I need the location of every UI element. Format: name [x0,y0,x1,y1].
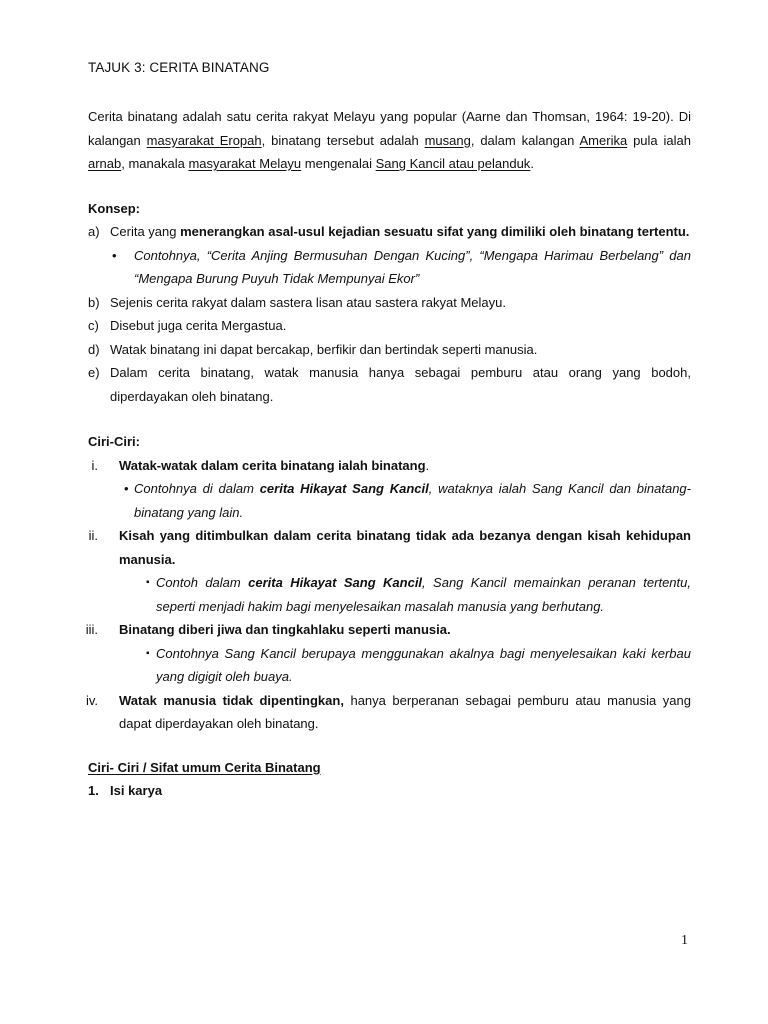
konsep-item-c: c) Disebut juga cerita Mergastua. [88,314,691,338]
list-marker: d) [88,341,100,357]
intro-paragraph: Cerita binatang adalah satu cerita rakyat Melayu yang popular (Aarne dan Thomsan, 1964: 19-20). Di kalangan masyarakat Eropah, binatang tersebut adalah musang, dalam kalangan Amerika pula ialah arnab, manakala masyarakat Melayu mengenalai Sang Kancil atau pelanduk. [88,109,691,171]
underlined-term: Amerika [579,132,628,148]
list-marker: i. [91,457,98,473]
ciri-item-ii: ii. Kisah yang ditimbulkan dalam cerita binatang tidak ada bezanya dengan kisah kehidupan manusia. [88,524,691,571]
sifat-item-1: 1. Isi karya [88,779,691,803]
list-marker: a) [88,224,100,239]
underlined-term: masyarakat Eropah [146,132,262,148]
konsep-heading: Konsep: [88,200,140,216]
konsep-item-b: b) Sejenis cerita rakyat dalam sastera lisan atau sastera rakyat Melayu. [88,291,691,315]
page-number: 1 [681,933,688,948]
sifat-heading: Ciri- Ciri / Sifat umum Cerita Binatang [88,759,321,775]
list-marker: iv. [85,692,98,708]
konsep-item-e: e) Dalam cerita binatang, watak manusia hanya sebagai pemburu atau orang yang bodoh, diperdayakan oleh binatang. [88,361,691,408]
list-marker: b) [88,294,100,310]
square-bullet-icon: ▪ [146,577,150,588]
ciri-item-i: i. Watak-watak dalam cerita binatang ialah binatang. [88,454,691,478]
underlined-term: musang [424,132,471,148]
list-marker: iii. [85,622,98,637]
list-marker: c) [88,318,99,333]
ciri-item-i-example: • Contohnya di dalam cerita Hikayat Sang Kancil, wataknya ialah Sang Kancil dan binatang-binatang yang lain. [88,477,691,524]
page-title: TAJUK 3: CERITA BINATANG [88,60,270,75]
square-bullet-icon: ▪ [146,647,150,659]
underlined-term: arnab [88,156,122,171]
list-marker: 1. [88,783,99,798]
ciri-item-iii-example: ▪ Contohnya Sang Kancil berupaya menggunakan akalnya bagi menyelesaikan kaki kerbau yang digigit oleh buaya. [88,642,691,689]
document-body [85,59,691,803]
konsep-item-a-example: • Contohnya, “Cerita Anjing Bermusuhan Dengan Kucing”, “Mengapa Harimau Berbelang” dan “Mengapa Burung Puyuh Tidak Mempunyai Ekor” [88,244,691,291]
underlined-term: masyarakat Melayu [188,156,302,171]
konsep-item-d: d) Watak binatang ini dapat bercakap, berfikir dan bertindak seperti manusia. [88,338,691,362]
konsep-item-a: a) Cerita yang menerangkan asal-usul kejadian sesuatu sifat yang dimiliki oleh binatang tertentu. [88,220,691,244]
list-marker: ii. [88,528,98,543]
ciri-item-iii: iii. Binatang diberi jiwa dan tingkahlaku seperti manusia. [88,618,691,642]
ciri-item-iv: iv. Watak manusia tidak dipentingkan, hanya berperanan sebagai pemburu atau manusia yang dapat diperdayakan oleh binatang. [88,689,691,736]
underlined-term: Sang Kancil atau pelanduk [375,156,531,171]
ciri-heading: Ciri-Ciri: [88,434,140,449]
bullet-icon: • [112,247,117,263]
ciri-item-ii-example: ▪ Contoh dalam cerita Hikayat Sang Kancil, Sang Kancil memainkan peranan tertentu, seperti menjadi hakim bagi menyelesaikan masalah manusia yang berhutang. [88,571,691,618]
list-marker: e) [88,365,100,380]
bullet-icon: • [124,481,129,496]
